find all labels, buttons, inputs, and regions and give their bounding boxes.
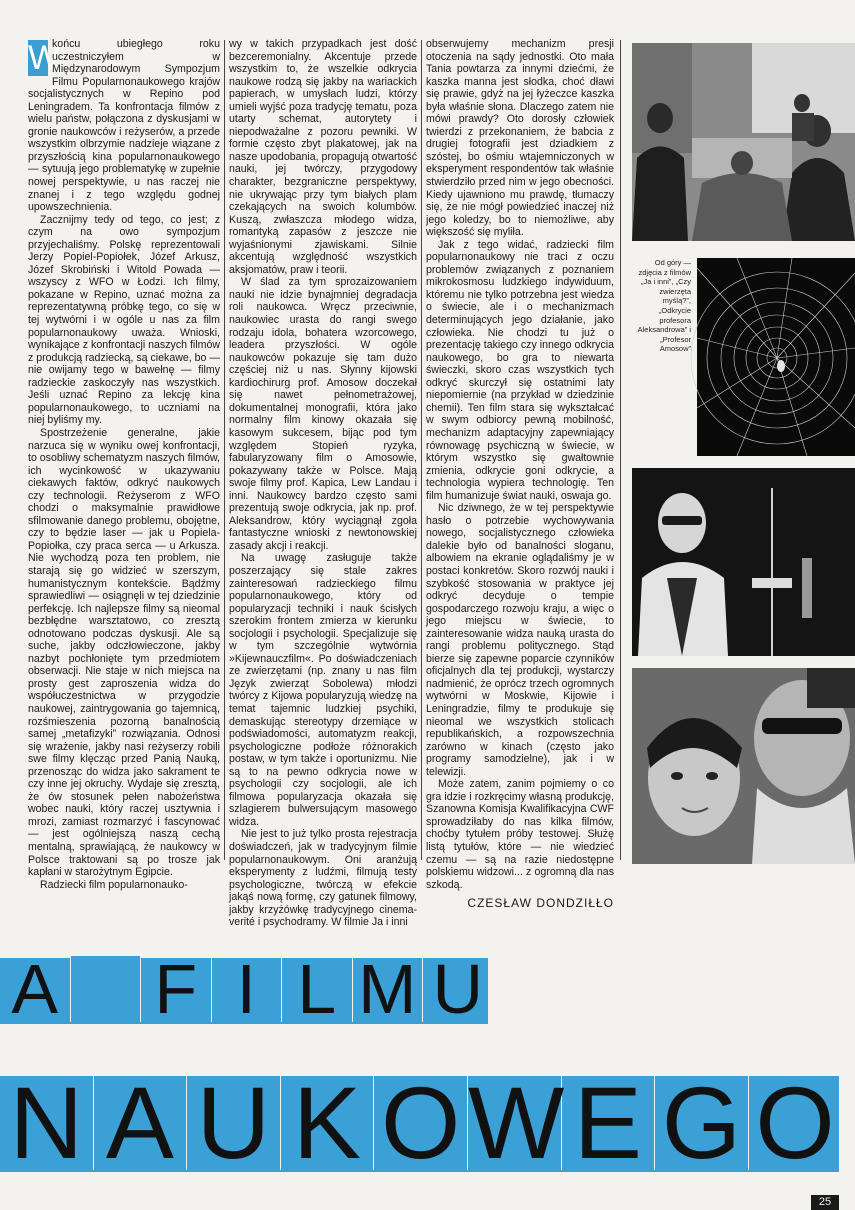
headline-letter: A [0,956,71,1022]
film-still-spider-web [697,258,855,456]
paragraph: wy w takich przypadkach jest dość bezceremonialny. Akcentuje przede wszystkim to, że wszelkie odkrycia naukowe rodzą się jakby na wariackich papierach, w umysłach ludzi, którzy umieli wyjść poza tradycję tematu, poza utarty schemat, autorytety i niepodważalne z pozoru pewniki. W formie często zbyt plakatowej, jak na nasze upodobania, propagują otwartość nauki, jej twórczy, przygodowy charakter, bezgraniczne perspektywy, nie ukrywając przy tym białych plam czekających na swoich kolumbów. Kuszą, zwłaszcza młodego widza, romantyką zapasów z jeszcze nie wyjaśnionymi zjawiskami. Silnie akcentują względność wszystkich aksjomatów, praw i teorii. [229,38,417,276]
headline-letter: W [467,1066,565,1180]
headline-letter: G [655,1074,749,1170]
paragraph: obserwujemy mechanizm presji otoczenia na sądy jednostki. Oto mała Tania powtarza za innymi dziećmi, że kaszka manna jest słodka, choć dławi się prawie, gdyż na jej łyżeczce kaszka była właśnie słona. Dlaczego zatem nie mówi prawdy? Oto dorosły człowiek twierdzi z przekonaniem, że babcia z drugiej fotografii jest dziadkiem z szóstej, bo ośmiu wtajemniczonych w eksperyment respondentów tak właśnie stwierdziło przed nim w jego obecności. Kiedy ujawniono mu prawdę, tłumaczy się, że nie mógł powiedzieć inaczej niż jego koledzy, bo to niemożliwe, aby większość się myliła. [426,38,614,239]
column-divider [224,40,225,860]
headline-letter [71,956,142,1022]
headline-letter: F [141,956,212,1022]
photo-caption: Od góry — zdjęcia z filmów „Ja i inni”, „Czy zwierzęta myślą?”, „Odkrycie profesora Aleksandrowa” i „Profesor Amosow” [637,258,691,354]
paragraph-text: końcu ubiegłego roku uczestniczyłem w Międzynarodowym Sympozjum Filmu Popularnonaukowego krajów socjalistycznych w Repino pod Leningradem. Ta konfrontacja filmów z wielu państw, połączona z dyskusjami w gronie naukowców i reżyserów, a przede wszystkim olbrzymie nadzieje wiązane z przyszłością kina popularnonaukowego — sytuują jego problematykę w zupełnie nowej perspektywie, u nas raczej nie znanej i z tego względu godnej upowszechnienia. [28,38,220,214]
column-divider [620,40,621,860]
spider-web-illustration [697,258,855,456]
photo-illustration [632,668,855,864]
paragraph [28,38,220,214]
paragraph: Zacznijmy tedy od tego, co jest; z czym na owo sympozjum przyjechaliśmy. Polskę reprezentowali Jerzy Popiel-Popiołek, Józef Arkusz, Józef Skrobiński i Witold Powada — wszyscy z WFO w Łodzi. Ich filmy, pokazane w Repino, uznać można za reprezentatywną próbkę tego, co się w tej wytwórni i w ogóle u nas za film popularnonaukowy uważa. Wnioski, wynikające z konfrontacji naszych filmów z produkcją radziecką, są ciekawe, bo — nie owijamy tego w bawełnę — filmy radzieckie zaskoczyły nas wszystkich. Jeśli uznać Repino za lekcję kina popularnonaukowego, to uczniami na niej byliśmy my. [28,213,220,427]
photo-illustration [632,468,855,656]
paragraph: W ślad za tym sprozaizowaniem nauki nie idzie bynajmniej degradacja roli naukowca. Wręcz przeciwnie, naukowiec urasta do rangi swego rodzaju idola, bohatera wzorcowego, leadera przyszłości. W ogóle naukowców pokazuje się tam dużo częściej niż u nas. Słynny kijowski kardiochirurg prof. Amosow doczekał się nawet pełnometrażowej, dokumentalnej monografii, która jako normalny film kinowy okazała się kasowym sukcesem, bijąc pod tym względem Stopień ryzyka, fabularyzowany film o Amosowie, pokazywany także w Polsce. Mają swoje filmy prof. Kapica, Lew Landau i inni. Naukowcy bardzo często sami prezentują swoje odkrycia, jak np. prof. Aleksandrow, który wyciągnął zgoła fantastyczne wnioski z newtonowskiej zasady akcji i reakcji. [229,276,417,552]
headline-letter: K [281,1074,375,1170]
film-still-professor-aleksandrow [632,468,855,656]
headline-letter: U [423,956,494,1022]
headline-letter: L [282,956,353,1022]
paragraph: Radziecki film popularnonauko- [40,878,188,891]
paragraph: Nie jest to już tylko prosta rejestracja doświadczeń, jak w tradycyjnym filmie popularnonaukowym. Oni aranżują eksperymenty z ludźmi, filmują testy psychologiczne, twórczą w efekcie jakąś nową formę, czy gatunek filmowy, jakby krzyżówkę tradycyjnego cinema-verité i psychodramy. W filmie Ja i inni [229,828,417,929]
photo-illustration [632,43,855,241]
headline-letters [0,1066,842,1180]
article-column-3 [426,38,614,911]
paragraph: Jak z tego widać, radziecki film popularnonaukowy nie traci z oczu problemów związanych z poznaniem mikrokosmosu ludzkiego indywiduum, któremu nie tylko potrzebna jest wiedza o świecie, ale i o mechanizmach determinujących jego działanie, jako człowieka. Nie chodzi tu już o prezentację takiego czy innego odkrycia naukowego, bo gra to niewarta świeczki, skoro czas wszystkich tych odkryć skurczył się ostatnimi laty niepomiernie (na przykład w dziedzinie chemii). Ten film stara się wykształcać w swym odbiorcy pewną mobilność, mechanizm adaptacyjny zapewniający równowagę psychiczną w świecie, w którym wszystko się gwałtownie zmienia, odkrycie goni odkrycie, a technologia wypiera technologię. Ten film humanizuje świat nauki, oswaja go. [426,238,614,502]
film-still-professor-amosow [632,668,855,864]
headline-letter: N [0,1074,94,1170]
headline-letter: M [353,956,424,1022]
article-column-1 [28,38,220,891]
headline-letter: O [749,1074,843,1170]
headline-letter: I [212,956,283,1022]
column-divider [421,40,422,860]
headline-letter: E [562,1074,656,1170]
headline-letter: O [374,1074,468,1170]
paragraph: Spostrzeżenie generalne, jakie narzuca się w wyniku owej konfrontacji, to osobliwy schematyzm naszych filmów, ich wycinkowość w ukazywaniu ciekawych faktów, odkryć naukowych czy technologii. Reżyserom z WFO chodzi o maksymalnie prawidłowe sfilmowanie danego problemu, obojętne, czy to będzie laser — jak u Popiela-Popiołka, czy praca serca — u Arkusza. Nie wychodzą poza ten problem, nie starają się go widzieć w szerszym, humanistycznym kontekście. Bądźmy sprawiedliwi — osiągnęli w tej dziedzinie perfekcję. Ich najlepsze filmy są nieomal bezbłędne warsztatowo, co zresztą odnotowano podczas dyskusji. Ale są suche, jakby odczłowieczone, jakby nazbyt pochłonięte tym przedmiotem obserwacji. Nie staje w nich miejsca na prosty gest zaproszenia widza do współuczestnictwa w przygodzie naukowej, zaintrygowania go tajemnicą, rozśmieszenia pozorną banalnością samej „metafizyki” rozwiązania. Odnosi się wrażenie, jakby nasi reżyserzy robili swe filmy klęcząc przed Panią Nauką, przenosząc do widza jako sakrament te czy inne jej okruchy. Wydaje się zresztą, że ów stosunek pełen nabożeństwa wobec nauki, który raczej usztywnia i mrozi, zamiast rozmarzyć i fascynować — jest ogólniejszą naszą cechą mentalną, sprawiającą, że naukowcy w Polsce traktowani są po trosze jak kapłani w starożytnym Egipcie. [28,426,220,879]
drop-cap: W [28,39,61,77]
author-byline: CZESŁAW DONDZIŁŁO [467,896,614,911]
page-number: 25 [811,1195,839,1210]
article-column-2 [229,38,417,929]
headline-letter: A [94,1074,188,1170]
paragraph: Może zatem, zanim pojmiemy o co gra idzie i rozkręcimy własną produkcję, Szanowna Komisja Kwalifikacyjna CWF sprowadziłaby do nas kilka filmów, choćby tytułem próby testowej. Służę listą tytułów, które — nie wiedzieć czemu — są na razie niedostępne polskiemu widzowi... z ogromną dla nas szkodą. [426,778,614,891]
film-still-ja-i-inni [632,43,855,241]
paragraph: Na uwagę zasługuje także poszerzający się stale zakres zainteresowań radzieckiego filmu popularnonaukowego, który od popularyzacji techniki i nauk ścisłych szerokim frontem zmierza w kierunku socjologii i psychologii. Specjalizuje się w tym szczególnie wytwórnia »Kijewnauczfilm«. Po doświadczeniach ze zwierzętami (np. znany u nas film Język zwierząt Sobolewa) młodzi twórcy z Kijowa popularyzują wiedzę na temat tajemnic ludzkiej psychiki, demaskując stereotypy drzemiące w podświadomości, automatyzm reakcji, psychologiczne podłoże różnorakich postaw, w tym także i oportunizmu. Nie są to na pewno odkrycia nowe w psychologii czy socjologii, ale ich filmowa popularyzacja okazała się szlagierem bulwersującym masowego widza. [229,552,417,828]
headline-letters [0,950,494,1028]
paragraph: Nic dziwnego, że w tej perspektywie hasło o potrzebie wychowywania nowego, socjalistycznego człowieka dalekie było od banalności sloganu, albowiem na ekranie oglądaliśmy je w postaci konkretów. Skoro rozwój nauki i szybkość stosowania w praktyce jej odkryć decyduje o tempie gospodarczego rozwoju kraju, a więc o jego miejscu w świecie, to zainteresowanie widza nauką urasta do rangi problemu politycznego. Stąd bierze się zapewne poparcie czynników oficjalnych dla tej produkcji, wystarczy nadmienić, że oprócz trzech ogromnych wytwórni w Moskwie, Kijowie i Leningradzie, filmy te produkuje się nieomal we wszystkich stolicach republikańskich, a rozpowszechnia zarówno w kinach (często jako programy samodzielne), jak i w telewizji. [426,502,614,778]
headline-letter: U [187,1074,281,1170]
